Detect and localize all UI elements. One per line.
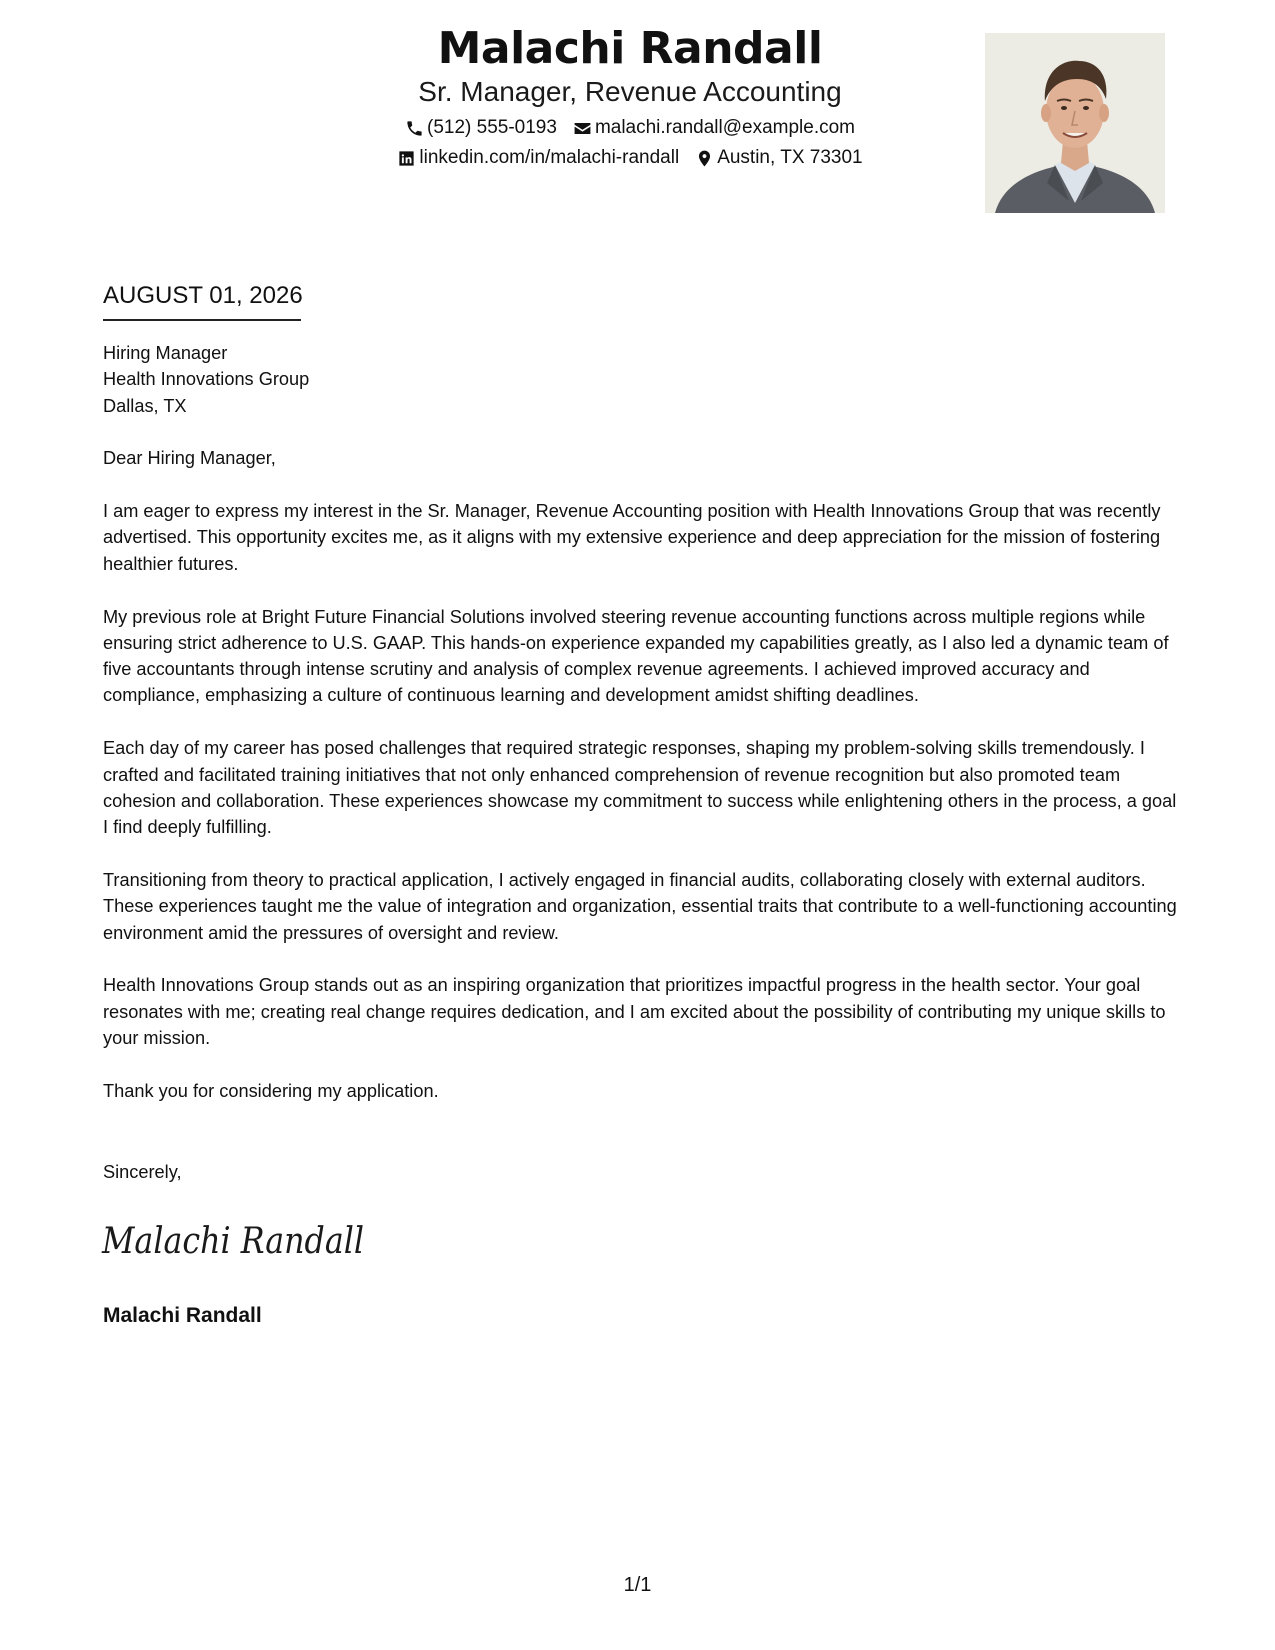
closing: Sincerely, [103, 1162, 182, 1182]
contact-email [573, 116, 855, 140]
letter-body [103, 340, 1178, 1131]
recipient-address [103, 340, 1178, 419]
contact-phone [405, 116, 557, 140]
envelope-icon [573, 119, 592, 138]
handwritten-signature [100, 1215, 370, 1265]
paragraph-5: Health Innovations Group stands out as an inspiring organization that prioritizes impactful progress in the health sector. Your goal resonates with me; creating real change requires dedication, and I am excited about the possibility of contributing my unique skills to your mission. [103, 975, 1166, 1048]
phone-icon [405, 119, 424, 138]
recipient-line-2: Health Innovations Group [103, 369, 310, 390]
linkedin-icon [397, 149, 416, 168]
linkedin-text: linkedin.com/in/malachi-randall [419, 147, 680, 168]
paragraph-3: Each day of my career has posed challenges that required strategic responses, shaping my problem-solving skills tremendously. I crafted and facilitated training initiatives that not only enhanced comprehension of revenue recognition but also promoted team cohesion and collaboration. These experiences showcase my commitment to success while enlightening others in the process, a goal I find deeply fulfilling. [103, 738, 1177, 838]
map-marker-icon [695, 149, 714, 168]
paragraph-1: I am eager to express my interest in the Sr. Manager, Revenue Accounting position with Health Innovations Group that was recently advertised. This opportunity excites me, as it aligns with my extensive experience and deep appreciation for the mission of fostering healthier futures. [103, 501, 1161, 574]
profile-photo [985, 33, 1165, 213]
letter-date: AUGUST 01, 2026 [103, 281, 301, 321]
contact-location [695, 146, 862, 170]
signer-name: Malachi Randall [103, 1304, 262, 1327]
page-number: 1/1 [623, 1574, 652, 1596]
contact-linkedin [397, 146, 679, 170]
paragraph-6: Thank you for considering my application. [103, 1080, 439, 1101]
job-title: Sr. Manager, Revenue Accounting [418, 76, 842, 107]
applicant-name: Malachi Randall [437, 23, 823, 74]
paragraph-2: My previous role at Bright Future Financial Solutions involved steering revenue accounting functions across multiple regions while ensuring strict adherence to U.S. GAAP. This hands-on experience expanded my capabilities greatly, as I also led a dynamic team of five accountants through intense scrutiny and analysis of complex revenue agreements. I achieved improved accuracy and compliance, emphasizing a culture of continuous learning and development amidst shifting deadlines. [103, 606, 1169, 706]
signature-text: Malachi Randall [101, 1221, 364, 1262]
recipient-line-3: Dallas, TX [103, 395, 187, 416]
recipient-line-1: Hiring Manager [103, 343, 228, 363]
phone-text: (512) 555-0193 [427, 117, 557, 138]
salutation: Dear Hiring Manager, [103, 448, 276, 469]
paragraph-4: Transitioning from theory to practical application, I actively engaged in financial audits, collaborating closely with external auditors. These experiences taught me the value of integration and organization, essential traits that contribute to a well-functioning accounting environment amid the pressures of oversight and review. [103, 869, 1177, 943]
email-text: malachi.randall@example.com [594, 117, 855, 138]
location-text: Austin, TX 73301 [717, 147, 863, 168]
